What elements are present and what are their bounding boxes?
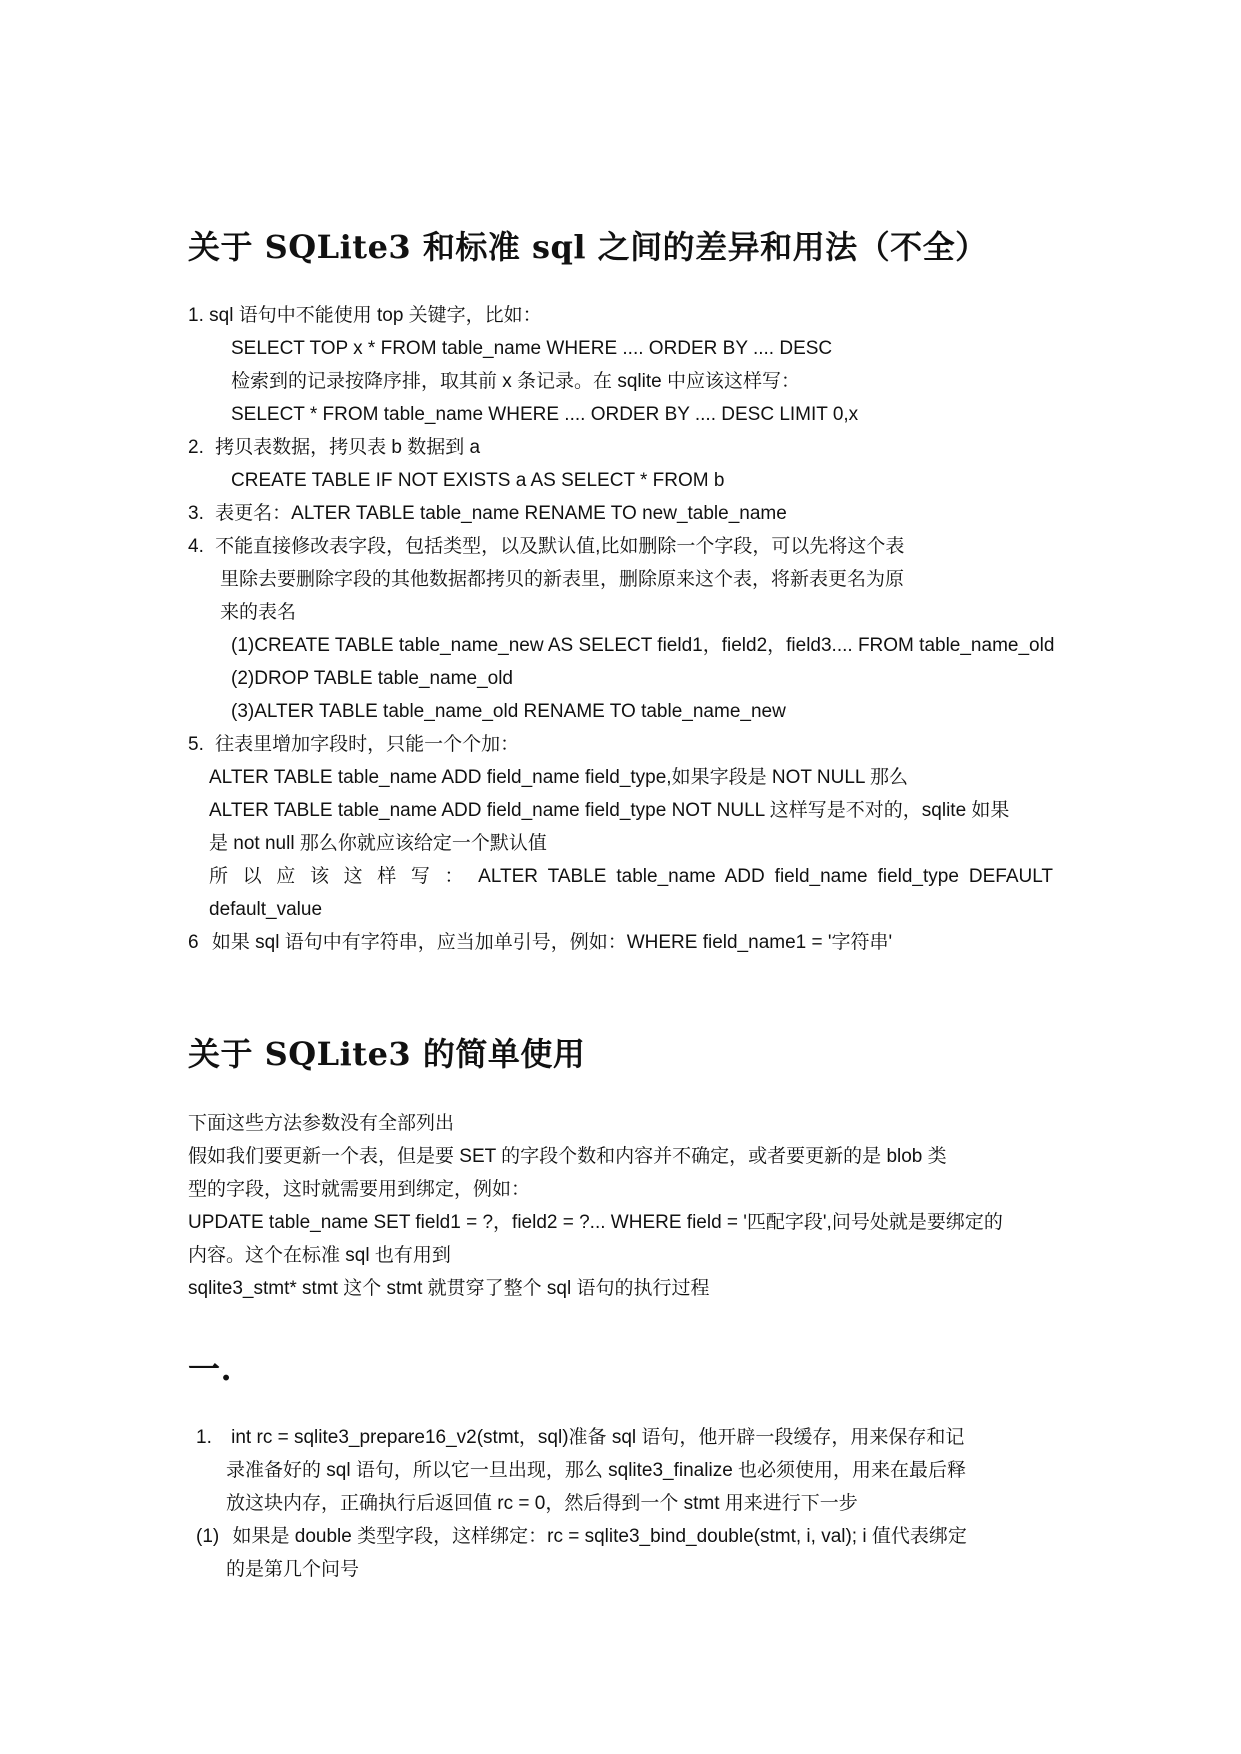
item5-number: 5.: [188, 734, 204, 755]
item5-line2: ALTER TABLE table_name ADD field_name field_type,如果字段是 NOT NULL 那么: [209, 767, 909, 788]
sec3-item1-line3: 放这块内存，正确执行后返回值 rc = 0，然后得到一个 stmt 用来进行下一步: [226, 1493, 858, 1514]
item4-line3: 来的表名: [220, 602, 297, 623]
item4-line1: [188, 535, 904, 559]
item1-line3: 检索到的记录按降序排，取其前 x 条记录。在 sqlite 中应该这样写：: [231, 371, 800, 392]
item1-line1: [188, 304, 542, 328]
sec3-item1-text: int rc = sqlite3_prepare16_v2(stmt，sql)准备 sql 语句，他开辟一段缓存，用来保存和记: [231, 1427, 965, 1448]
item2-line1: [188, 436, 480, 460]
item2-text: 拷贝表数据，拷贝表 b 数据到 a: [215, 437, 481, 458]
section1-title: 关于 SQLite3 和标准 sql 之间的差异和用法（不全）: [188, 228, 988, 266]
item3-line1: [188, 502, 787, 526]
sec3-sub1-text: 如果是 double 类型字段，这样绑定：rc = sqlite3_bind_double(stmt, i, val); i 值代表绑定: [232, 1526, 967, 1547]
item4-sub3: (3)ALTER TABLE table_name_old RENAME TO table_name_new: [231, 701, 786, 722]
item4-sub1: (1)CREATE TABLE table_name_new AS SELECT field1，field2，field3.... FROM table_name_old: [231, 635, 1055, 656]
item5-line4: 是 not null 那么你就应该给定一个默认值: [209, 833, 547, 854]
item5-line1: [188, 733, 519, 757]
item1-line2: SELECT TOP x * FROM table_name WHERE .... ORDER BY .... DESC: [231, 338, 833, 359]
section2-p1: 下面这些方法参数没有全部列出: [188, 1113, 455, 1134]
item1-text: sql 语句中不能使用 top 关键字，比如：: [209, 305, 542, 326]
item4-text: 不能直接修改表字段，包括类型，以及默认值,比如删除一个字段，可以先将这个表: [215, 536, 905, 557]
item5-line5: 所 以 应 该 这 样 写 ： ALTER TABLE table_name ADD field_name field_type DEFAULT: [209, 866, 1053, 887]
item5-line6: default_value: [209, 899, 323, 920]
sec3-item1-line2: 录准备好的 sql 语句，所以它一旦出现，那么 sqlite3_finalize 也必须使用，用来在最后释: [226, 1460, 967, 1481]
section2-p3b: 内容。这个在标准 sql 也有用到: [188, 1245, 451, 1266]
item3-number: 3.: [188, 503, 204, 524]
item5-text: 往表里增加字段时，只能一个个加：: [215, 734, 520, 755]
sec3-item1-number: 1.: [196, 1427, 212, 1448]
item1-number: 1.: [188, 305, 204, 326]
item2-line2: CREATE TABLE IF NOT EXISTS a AS SELECT * FROM b: [231, 470, 725, 491]
item4-sub2: (2)DROP TABLE table_name_old: [231, 668, 513, 689]
item4-number: 4.: [188, 536, 204, 557]
section2-p2a: 假如我们要更新一个表，但是要 SET 的字段个数和内容并不确定，或者要更新的是 blob 类: [188, 1146, 947, 1167]
item1-line4: SELECT * FROM table_name WHERE .... ORDER BY .... DESC LIMIT 0,x: [231, 404, 859, 425]
item2-number: 2.: [188, 437, 204, 458]
section2-p4: sqlite3_stmt* stmt 这个 stmt 就贯穿了整个 sql 语句的执行过程: [188, 1278, 710, 1299]
item3-text: 表更名：ALTER TABLE table_name RENAME TO new_table_name: [215, 503, 787, 524]
section2-title: 关于 SQLite3 的简单使用: [188, 1035, 586, 1073]
sec3-item1-line1: [196, 1426, 964, 1450]
item4-line2: 里除去要删除字段的其他数据都拷贝的新表里，删除原来这个表，将新表更名为原: [220, 569, 905, 590]
section2-p2b: 型的字段，这时就需要用到绑定，例如：: [188, 1179, 531, 1200]
sec3-sub1-line2: 的是第几个问号: [226, 1559, 360, 1580]
section3-title: 一.: [188, 1350, 233, 1388]
section2-p3a: UPDATE table_name SET field1 = ?，field2 = ?... WHERE field = '匹配字段',问号处就是要绑定的: [188, 1212, 1003, 1233]
item6-line1: [188, 931, 892, 955]
sec3-sub1-line1: [196, 1525, 967, 1549]
item6-number: 6: [188, 932, 199, 953]
sec3-sub1-number: (1): [196, 1526, 220, 1547]
item6-text: 如果 sql 语句中有字符串，应当加单引号，例如：WHERE field_name1 = '字符串': [211, 932, 893, 953]
item5-line3: ALTER TABLE table_name ADD field_name field_type NOT NULL 这样写是不对的，sqlite 如果: [209, 800, 1010, 821]
